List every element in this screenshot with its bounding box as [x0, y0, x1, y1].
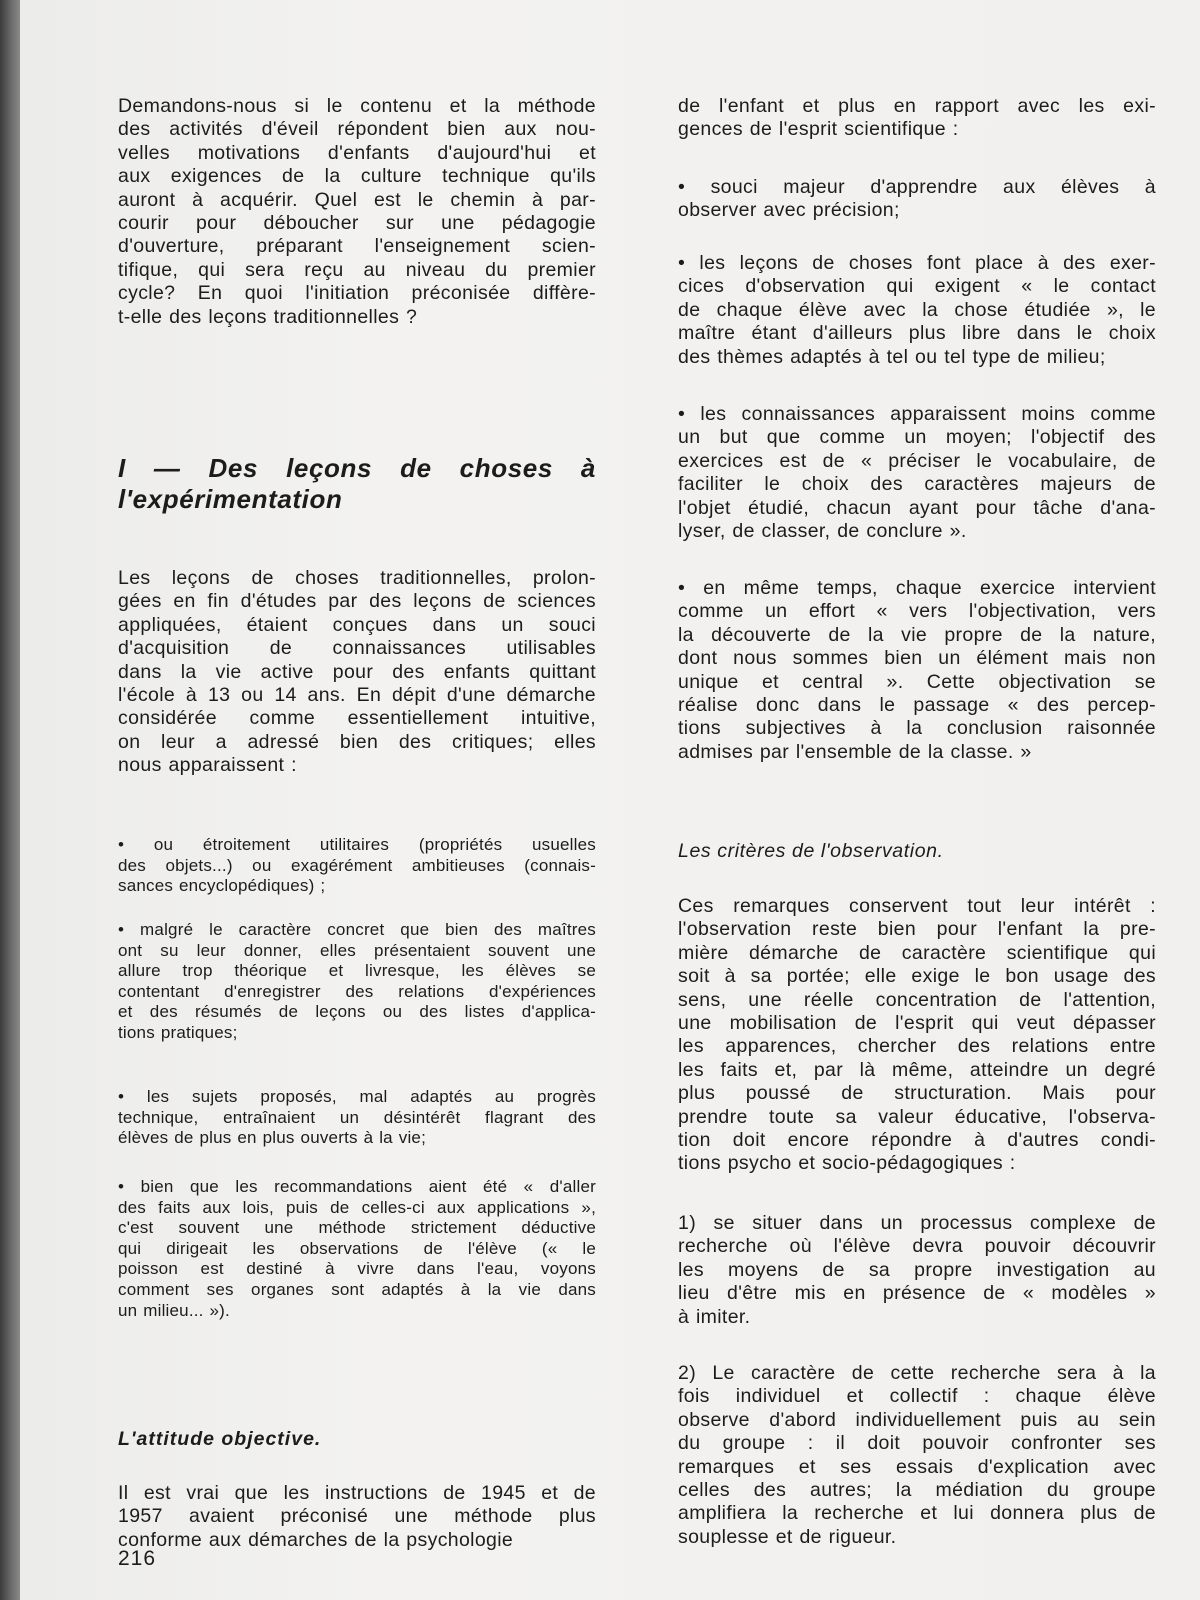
condition-item-1 — [678, 1212, 1156, 1329]
text-line: une mobilisation de l'esprit qui veut dépasser — [678, 1012, 1156, 1035]
text-line: • en même temps, chaque exercice intervient — [678, 577, 1156, 599]
text-line: auront à acquérir. Quel est le chemin à par- — [118, 188, 596, 211]
text-line: c'est souvent une méthode strictement déductive — [118, 1218, 596, 1238]
text-line: un but que comme un moyen; l'objectif des — [678, 426, 1156, 449]
text-line: 2) Le caractère de cette recherche sera à la — [678, 1362, 1156, 1384]
text-line: cycle? En quoi l'initiation préconisée diffère- — [118, 282, 596, 305]
text-line: 1) se situer dans un processus complexe de — [678, 1212, 1156, 1234]
text-line: du groupe : il doit pouvoir confronter ses — [678, 1432, 1156, 1455]
text-line: qui dirigeait les observations de l'élève (« le — [118, 1238, 596, 1258]
criteria-paragraph — [678, 895, 1156, 1176]
text-line: faciliter le choix des caractères majeurs de — [678, 473, 1156, 496]
critique-item-3 — [118, 1087, 596, 1149]
text-line: tions pratiques; — [118, 1022, 238, 1042]
text-line: mière démarche de caractère scientifique qui — [678, 941, 1156, 964]
text-line: prendre toute sa valeur éducative, l'observa- — [678, 1105, 1156, 1128]
text-line: gences de l'esprit scientifique : — [678, 118, 959, 141]
text-line: amplifiera la recherche et lui donnera plus de — [678, 1502, 1156, 1525]
text-line: • malgré le caractère concret que bien des maîtres — [118, 920, 596, 939]
bullet-item-4 — [678, 577, 1156, 764]
text-line: gées en fin d'études par des leçons de sciences — [118, 590, 596, 613]
text-line: d'ouverture, préparant l'enseignement scien- — [118, 235, 596, 258]
text-line: Demandons-nous si le contenu et la méthode — [118, 95, 596, 117]
document-page — [20, 0, 1200, 1600]
text-line: unique et central ». Cette objectivation se — [678, 670, 1156, 693]
subheading-criteres-observation: Les critères de l'observation. — [678, 840, 944, 862]
text-line: dans la vie active pour des enfants quittant — [118, 660, 596, 683]
text-line: comme un effort « vers l'objectivation, vers — [678, 600, 1156, 623]
text-line: l'école à 13 ou 14 ans. En dépit d'une démarche — [118, 684, 596, 707]
text-line: Les leçons de choses traditionnelles, prolon- — [118, 567, 596, 589]
text-line: 1957 avaient préconisé une méthode plus — [118, 1505, 596, 1528]
text-line: à imiter. — [678, 1305, 751, 1328]
text-line: de chaque élève avec la chose étudiée », le — [678, 298, 1156, 321]
text-line: allure trop théorique et livresque, les élèves se — [118, 961, 596, 981]
text-line: des activités d'éveil répondent bien aux nou- — [118, 118, 596, 141]
text-line: Ces remarques conservent tout leur intérêt : — [678, 895, 1156, 917]
text-line: celles des autres; la médiation du groupe — [678, 1479, 1156, 1502]
text-line: tions psycho et socio-pédagogiques : — [678, 1152, 1016, 1175]
text-line: cices d'observation qui exigent « le contact — [678, 275, 1156, 298]
text-line: Il est vrai que les instructions de 1945 et de — [118, 1482, 596, 1504]
text-line: réalise donc dans le passage « des percep- — [678, 694, 1156, 717]
text-line: recherche où l'élève devra pouvoir découvrir — [678, 1235, 1156, 1258]
text-line: • les sujets proposés, mal adaptés au progrès — [118, 1087, 596, 1106]
text-line: un milieu... »). — [118, 1300, 230, 1320]
bullet-item-3 — [678, 403, 1156, 543]
text-line: remarques et ses essais d'explication avec — [678, 1455, 1156, 1478]
text-line: aux exigences de la culture technique qu'ils — [118, 165, 596, 188]
text-line: lyser, de classer, de conclure ». — [678, 520, 967, 543]
section-heading-line-2: l'expérimentation — [118, 484, 343, 514]
text-line: nous apparaissent : — [118, 754, 297, 777]
text-line: des faits aux lois, puis de celles-ci aux applications », — [118, 1197, 596, 1217]
text-line: dont nous sommes bien un élément mais non — [678, 647, 1156, 670]
text-line: ont su leur donner, elles présentaient souvent une — [118, 940, 596, 960]
text-line: exercices est de « préciser le vocabulaire, de — [678, 449, 1156, 472]
text-line: fois individuel et collectif : chaque élève — [678, 1385, 1156, 1408]
text-line: tions subjectives à la conclusion raisonnée — [678, 717, 1156, 740]
critique-item-4 — [118, 1177, 596, 1321]
text-line: d'acquisition de connaissances utilisables — [118, 637, 596, 660]
book-spine-shadow — [0, 0, 20, 1600]
closing-paragraph — [118, 1482, 596, 1552]
critique-item-2 — [118, 920, 596, 1044]
text-line: courir pour déboucher sur une pédagogie — [118, 212, 596, 235]
text-line: de l'enfant et plus en rapport avec les exi- — [678, 95, 1156, 117]
text-line: on leur a adressé bien des critiques; elles — [118, 730, 596, 753]
bullet-item-1 — [678, 176, 1156, 223]
text-line: soit à sa portée; elle exige le bon usage des — [678, 965, 1156, 988]
text-line: contentant d'enregistrer des relations d'expériences — [118, 981, 596, 1001]
text-line: les moyens de sa propre investigation au — [678, 1258, 1156, 1281]
text-line: des objets...) ou exagérément ambitieuses (connais- — [118, 855, 596, 875]
text-line: technique, entraînaient un désintérêt flagrant des — [118, 1107, 596, 1127]
text-line: t-elle des leçons traditionnelles ? — [118, 305, 418, 328]
text-line: plus poussé de structuration. Mais pour — [678, 1082, 1156, 1105]
condition-item-2 — [678, 1362, 1156, 1549]
text-line: l'observation reste bien pour l'enfant la pre- — [678, 918, 1156, 941]
text-line: observer avec précision; — [678, 199, 900, 222]
text-line: sances encyclopédiques) ; — [118, 876, 326, 896]
text-line: lieu d'être mis en présence de « modèles » — [678, 1282, 1156, 1305]
text-line: les apparences, chercher des relations entre — [678, 1035, 1156, 1058]
text-line: • bien que les recommandations aient été « d'aller — [118, 1177, 596, 1196]
text-line: • les leçons de choses font place à des exer- — [678, 252, 1156, 274]
text-line: la découverte de la vie propre de la nature, — [678, 623, 1156, 646]
text-line: des thèmes adaptés à tel ou tel type de milieu; — [678, 345, 1106, 368]
text-line: • souci majeur d'apprendre aux élèves à — [678, 176, 1156, 198]
text-line: les faits et, par là même, atteindre un degré — [678, 1058, 1156, 1081]
text-line: appliquées, étaient conçues dans un souci — [118, 613, 596, 636]
section-heading-line-1: I — Des leçons de choses à — [118, 453, 596, 483]
text-line: admises par l'ensemble de la classe. » — [678, 740, 1032, 763]
section-heading — [118, 453, 596, 515]
text-line: souplesse et de rigueur. — [678, 1525, 897, 1548]
text-line: et des résumés de leçons ou des listes d'applica- — [118, 1002, 596, 1022]
text-line: • les connaissances apparaissent moins comme — [678, 403, 1156, 425]
text-line: • ou étroitement utilitaires (propriétés usuelles — [118, 835, 596, 854]
text-line: l'objet étudié, chacun ayant pour tâche d'ana- — [678, 496, 1156, 519]
page-number: 216 — [118, 1547, 157, 1570]
text-line: élèves de plus en plus ouverts à la vie; — [118, 1128, 427, 1148]
text-line: tion doit encore répondre à d'autres condi- — [678, 1129, 1156, 1152]
text-line: comment ses organes sont adaptés à la vie dans — [118, 1279, 596, 1299]
text-line: maître étant d'ailleurs plus libre dans le choix — [678, 322, 1156, 345]
subheading-attitude-objective: L'attitude objective. — [118, 1428, 322, 1450]
critique-item-1 — [118, 835, 596, 897]
text-line: sens, une réelle concentration de l'attention, — [678, 988, 1156, 1011]
section-paragraph — [118, 567, 596, 778]
continuation-paragraph — [678, 95, 1156, 142]
text-line: poisson est destiné à vivre dans l'eau, voyons — [118, 1259, 596, 1279]
intro-paragraph — [118, 95, 596, 329]
bullet-item-2 — [678, 252, 1156, 369]
text-line: considérée comme essentiellement intuitive, — [118, 707, 596, 730]
text-line: observe d'abord individuellement puis au sein — [678, 1408, 1156, 1431]
text-line: velles motivations d'enfants d'aujourd'hui et — [118, 141, 596, 164]
text-line: tifique, qui sera reçu au niveau du premier — [118, 258, 596, 281]
text-line: conforme aux démarches de la psychologie — [118, 1528, 514, 1551]
